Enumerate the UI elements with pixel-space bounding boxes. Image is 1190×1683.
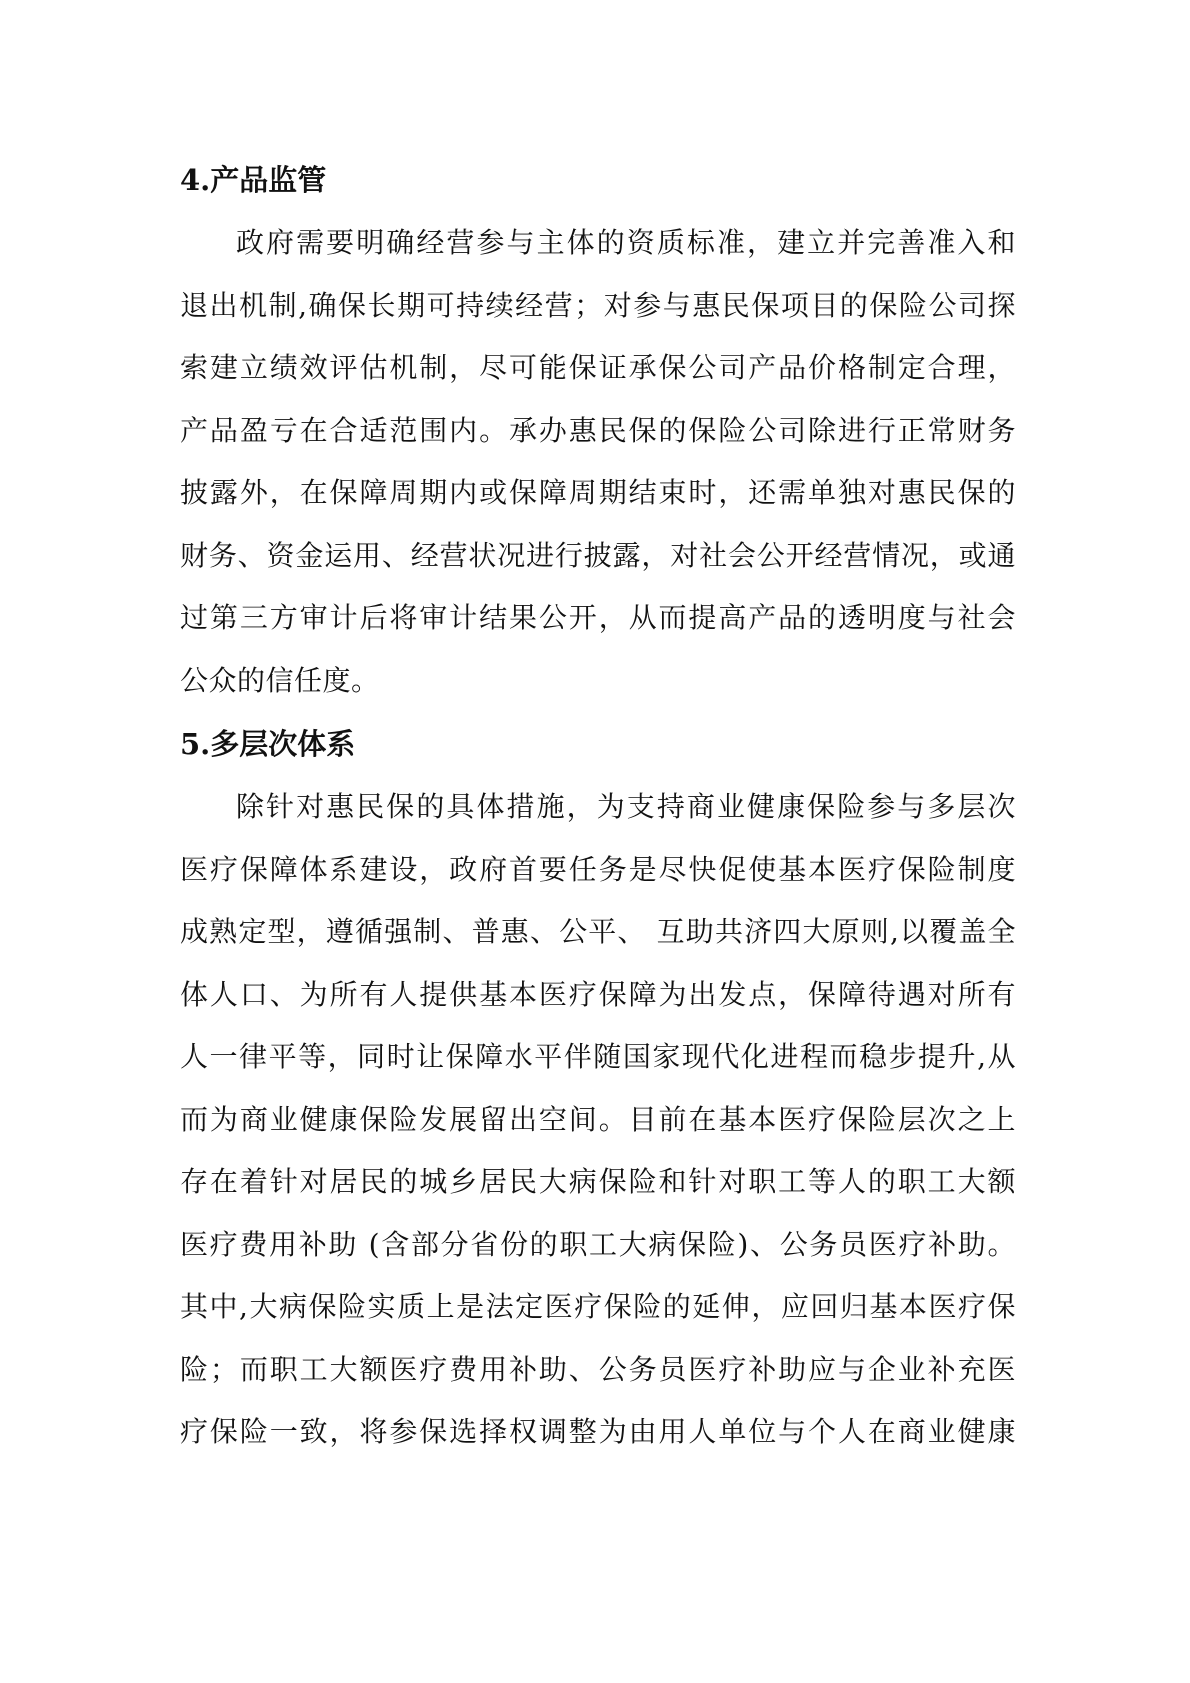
paragraph-line: 除针对惠民保的具体措施，为支持商业健康保险参与多层次 xyxy=(236,790,1016,823)
paragraph-line: 体人口、为所有人提供基本医疗保障为出发点，保障待遇对所有 xyxy=(180,977,1016,1011)
paragraph-line: 人一律平等，同时让保障水平伴随国家现代化进程而稳步提升,从 xyxy=(180,1040,1016,1073)
section-heading-multi-level-system: 5.多层次体系 xyxy=(180,727,356,761)
document-body xyxy=(180,148,1016,1464)
paragraph-line: 过第三方审计后将审计结果公开，从而提高产品的透明度与社会 xyxy=(180,601,1016,634)
paragraph-line: 疗保险一致，将参保选择权调整为由用人单位与个人在商业健康 xyxy=(180,1415,1016,1448)
paragraph-line: 医疗费用补助 (含部分省份的职工大病保险)、公务员医疗补助。 xyxy=(180,1227,1016,1261)
paragraph-line: 索建立绩效评估机制，尽可能保证承保公司产品价格制定合理， xyxy=(180,351,1016,384)
paragraph-line: 存在着针对居民的城乡居民大病保险和针对职工等人的职工大额 xyxy=(180,1165,1016,1198)
paragraph-line: 产品盈亏在合适范围内。承办惠民保的保险公司除进行正常财务 xyxy=(180,413,1016,447)
paragraph-line: 而为商业健康保险发展留出空间。目前在基本医疗保险层次之上 xyxy=(180,1102,1016,1136)
paragraph-line: 公众的信任度。 xyxy=(180,663,380,697)
paragraph-line: 其中,大病保险实质上是法定医疗保险的延伸，应回归基本医疗保 xyxy=(180,1290,1016,1323)
paragraph-line: 披露外，在保障周期内或保障周期结束时，还需单独对惠民保的 xyxy=(180,476,1016,509)
section-heading-product-supervision: 4.产品监管 xyxy=(180,163,327,197)
paragraph-line: 险；而职工大额医疗费用补助、公务员医疗补助应与企业补充医 xyxy=(180,1352,1016,1386)
paragraph-line: 医疗保障体系建设，政府首要任务是尽快促使基本医疗保险制度 xyxy=(180,852,1016,886)
paragraph-line: 成熟定型，遵循强制、普惠、公平、 互助共济四大原则,以覆盖全 xyxy=(180,915,1016,948)
paragraph-line: 退出机制,确保长期可持续经营；对参与惠民保项目的保险公司探 xyxy=(180,288,1016,322)
paragraph-product-supervision xyxy=(180,212,1016,712)
paragraph-line: 政府需要明确经营参与主体的资质标准，建立并完善准入和 xyxy=(236,226,1016,259)
paragraph-line: 财务、资金运用、经营状况进行披露，对社会公开经营情况，或通 xyxy=(180,538,1016,572)
paragraph-multi-level-system xyxy=(180,776,1016,1464)
